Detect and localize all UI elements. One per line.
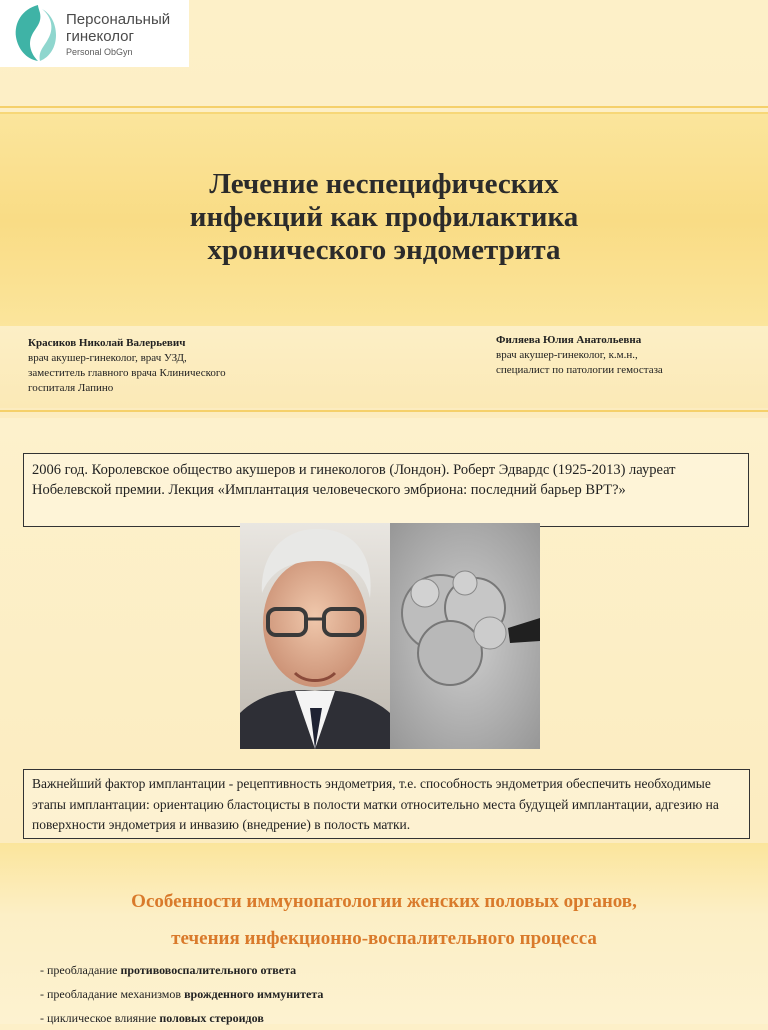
logo-text-line2: гинеколог [66, 28, 134, 45]
bullet-bold: врожденного иммунитета [184, 987, 324, 1001]
author-role: врач акушер-гинеколог, к.м.н., [496, 349, 638, 361]
page-title [60, 168, 708, 267]
section-heading-line-1: Особенности иммунопатологии женских половых органов, [131, 891, 637, 912]
author-role: заместитель главного врача Клинического [28, 367, 226, 379]
divider-line [0, 106, 768, 108]
list-item [40, 982, 323, 1006]
title-line-1: Лечение неспецифических [209, 168, 559, 200]
list-item [40, 958, 323, 982]
implantation-fact-box: Важнейший фактор имплантации - рецептивность эндометрия, т.е. способность эндометрия обеспечить необходимые этапы имплантации: ориентацию бластоцисты в полости матки относительно места будущей имплантации, адгезию на поверхности эндометрия и инвазию (внедрение) в полость матки. [23, 769, 750, 839]
logo-text-line1: Персональный [66, 11, 171, 28]
intro-text-box: 2006 год. Королевское общество акушеров и гинекологов (Лондон). Роберт Эдвардс (1925-2013) лауреат Нобелевской премии. Лекция «Имплантация человеческого эмбриона: последний барьер ВРТ?» [23, 453, 749, 527]
author-name: Красиков Николай Валерьевич [28, 337, 186, 349]
bullet-prefix: - преобладание механизмов [40, 987, 185, 1001]
author-role: врач акушер-гинеколог, врач УЗД, [28, 352, 187, 364]
divider-line [0, 410, 768, 412]
bullet-prefix: - циклическое влияние [40, 1011, 160, 1025]
bullet-bold: половых стероидов [159, 1011, 264, 1025]
author-block-1 [28, 336, 226, 396]
author-name: Филяева Юлия Анатольевна [496, 334, 642, 346]
logo[interactable] [0, 0, 189, 67]
author-role: специалист по патологии гемостаза [496, 364, 663, 376]
section-heading-line-2: течения инфекционно-воспалительного процесса [171, 928, 597, 949]
list-item [40, 1006, 323, 1030]
bullet-bold: противовоспалительного ответа [120, 963, 297, 977]
bullet-prefix: - преобладание [40, 963, 121, 977]
woman-profile-logo-icon [8, 3, 60, 63]
logo-text-line3: Personal ObGyn [66, 47, 133, 57]
author-role: госпиталя Лапино [28, 382, 114, 394]
bullet-list [40, 958, 323, 1030]
photo-portrait-and-embryo [240, 523, 540, 749]
title-line-2: инфекций как профилактика [189, 201, 579, 233]
title-line-3: хронического эндометрита [207, 234, 561, 266]
author-block-2 [496, 333, 663, 378]
